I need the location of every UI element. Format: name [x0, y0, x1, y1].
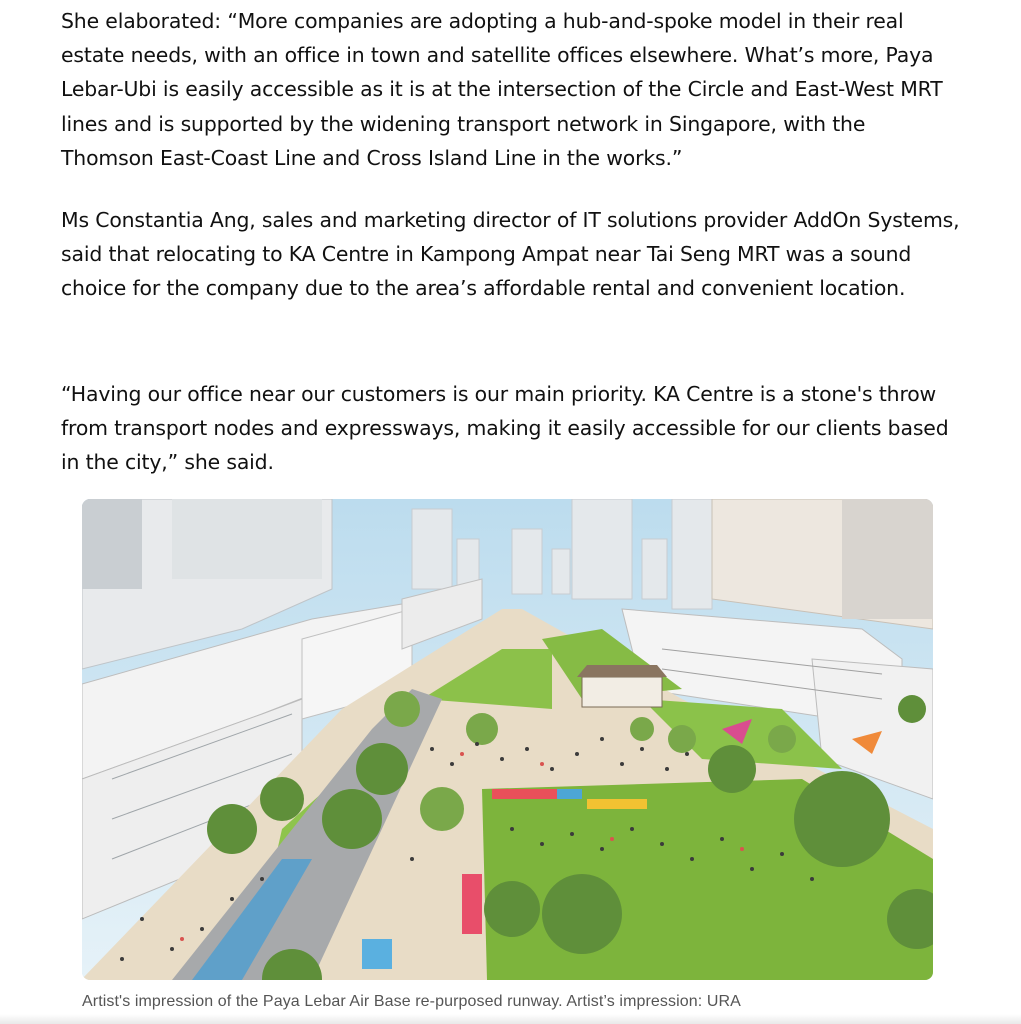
runway-illustration	[82, 499, 933, 980]
image-caption: Artist's impression of the Paya Lebar Air Base re-purposed runway. Artist’s impression: URA	[82, 993, 741, 1010]
paragraph: Ms Constantia Ang, sales and marketing director of IT solutions provider AddOn Systems, said that relocating to KA Centre in Kampong Ampat near Tai Seng MRT was a sound choice for the company due to the area’s affordable rental and convenient location.	[61, 208, 960, 301]
paragraph: “Having our office near our customers is our main priority. KA Centre is a stone's throw from transport nodes and expressways, making it easily accessible for our clients based in the city,” she said.	[61, 382, 949, 475]
page-bottom-edge	[0, 1014, 1021, 1024]
paragraph: She elaborated: “More companies are adopting a hub-and-spoke model in their real estate needs, with an office in town and satellite offices elsewhere. What’s more, Paya Lebar-Ubi is easily accessible as it is at the intersection of the Circle and East-West MRT lines and is supported by the widening transport network in Singapore, with the Thomson East-Coast Line and Cross Island Line in the works.”	[61, 9, 943, 170]
article-image	[82, 499, 933, 980]
